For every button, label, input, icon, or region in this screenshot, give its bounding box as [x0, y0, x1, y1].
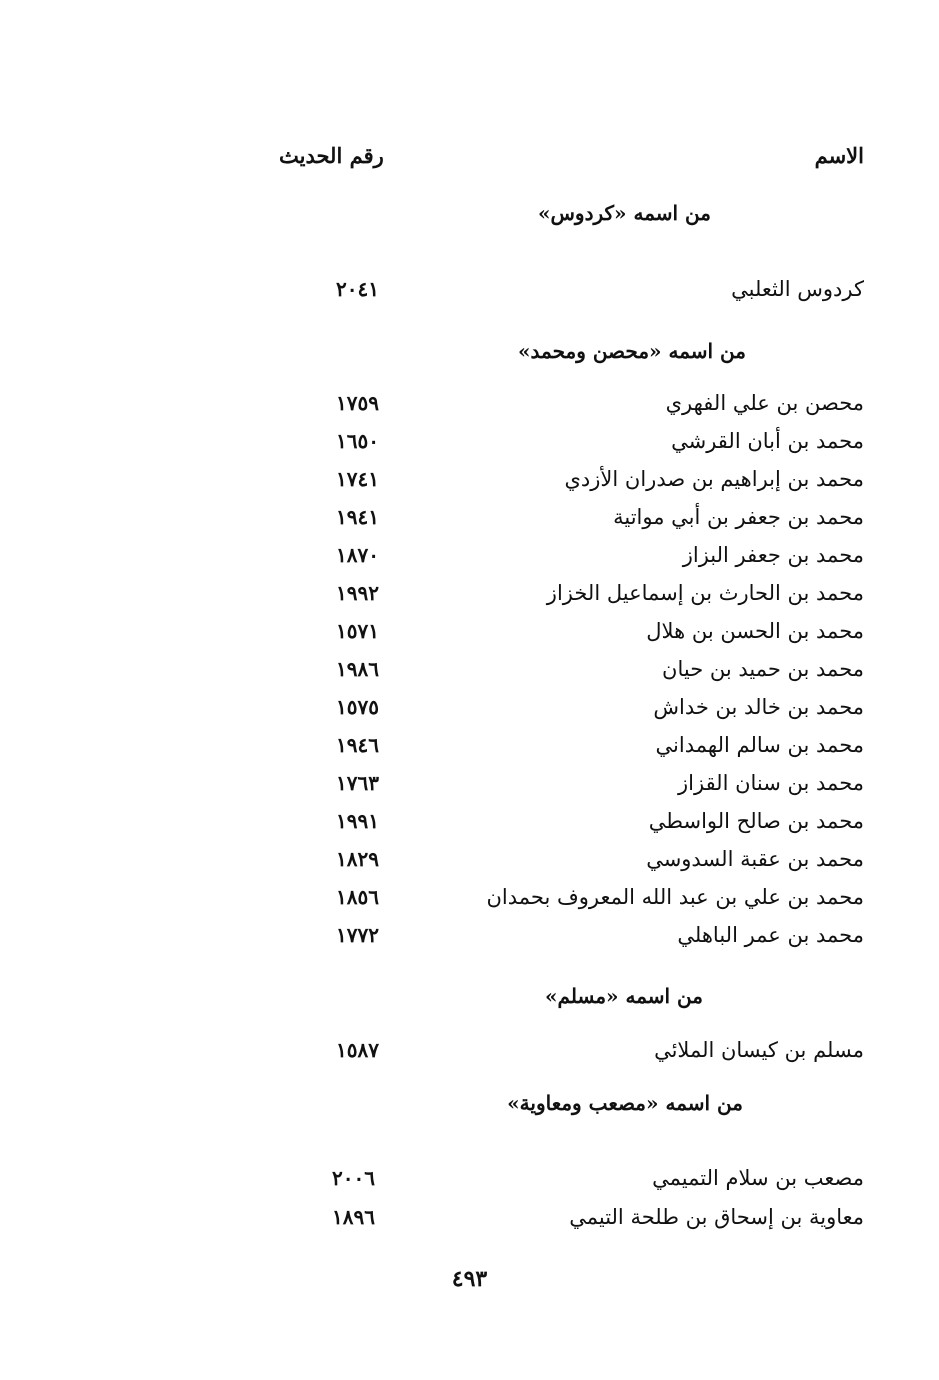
entry-name: محمد بن صالح الواسطي — [648, 809, 864, 833]
entry-number: ٢٠٤١ — [336, 277, 379, 301]
entry-name: محمد بن عمر الباهلي — [677, 923, 864, 947]
entry-name: كردوس الثعلبي — [731, 277, 864, 301]
entry-number: ١٧٤١ — [336, 467, 379, 491]
entry-number: ١٥٧١ — [336, 619, 379, 643]
entry-name: مسلم بن كيسان الملائي — [654, 1038, 864, 1062]
entry-number: ١٥٨٧ — [336, 1038, 379, 1062]
entry-name: مصعب بن سلام التميمي — [652, 1166, 864, 1190]
section-title-muslim: من اسمه «مسلم» — [545, 984, 703, 1008]
entry-name: محمد بن جعفر البزاز — [682, 543, 864, 567]
entry-number: ١٩٤١ — [336, 505, 379, 529]
entry-number: ١٨٧٠ — [336, 543, 379, 567]
entry-name: محمد بن سالم الهمداني — [655, 733, 864, 757]
entry-name: محصن بن علي الفهري — [665, 391, 864, 415]
header-name-column: الاسم — [814, 143, 864, 168]
entry-number: ١٨٥٦ — [336, 885, 379, 909]
entry-number: ١٧٧٢ — [336, 923, 379, 947]
entry-name: محمد بن الحسن بن هلال — [646, 619, 864, 643]
entry-number: ١٧٦٣ — [336, 771, 379, 795]
entry-name: محمد بن الحارث بن إسماعيل الخزاز — [546, 581, 864, 605]
entry-number: ٢٠٠٦ — [332, 1166, 375, 1190]
entry-number: ١٨٢٩ — [336, 847, 379, 871]
entry-name: محمد بن جعفر بن أبي مواتية — [613, 505, 864, 529]
entry-name: محمد بن حميد بن حيان — [662, 657, 864, 681]
entry-name: محمد بن خالد بن خداش — [653, 695, 864, 719]
entry-number: ١٩٩٢ — [336, 581, 379, 605]
entry-name: محمد بن أبان القرشي — [671, 429, 864, 453]
entry-name: محمد بن إبراهيم بن صدران الأزدي — [564, 467, 864, 491]
section-title-kurdus: من اسمه «كردوس» — [538, 201, 711, 225]
section-title-musab-muawiya: من اسمه «مصعب ومعاوية» — [507, 1091, 743, 1115]
entry-number: ١٦٥٠ — [336, 429, 379, 453]
entry-name: محمد بن علي بن عبد الله المعروف بحمدان — [486, 885, 864, 909]
entry-number: ١٧٥٩ — [336, 391, 379, 415]
entry-number: ١٨٩٦ — [332, 1205, 375, 1229]
section-title-muhsin-muhammad: من اسمه «محصن ومحمد» — [518, 339, 746, 363]
entry-number: ١٩٩١ — [336, 809, 379, 833]
entry-name: محمد بن سنان القزاز — [678, 771, 864, 795]
entry-number: ١٩٤٦ — [336, 733, 379, 757]
header-number-column: رقم الحديث — [279, 143, 384, 168]
page-number: ٤٩٣ — [451, 1266, 488, 1292]
entry-name: معاوية بن إسحاق بن طلحة التيمي — [569, 1205, 864, 1229]
entry-number: ١٥٧٥ — [336, 695, 379, 719]
entry-name: محمد بن عقبة السدوسي — [646, 847, 864, 871]
entry-number: ١٩٨٦ — [336, 657, 379, 681]
